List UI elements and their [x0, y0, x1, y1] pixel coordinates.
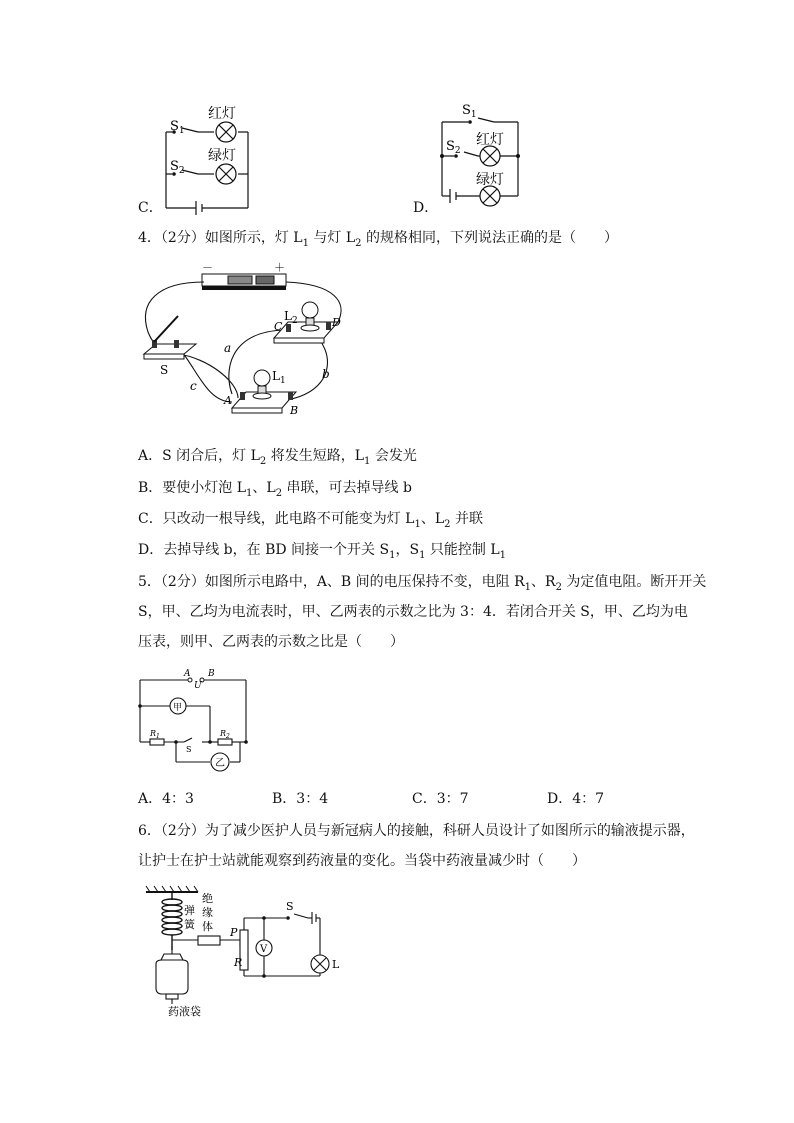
q4-wire-c: c: [190, 379, 197, 393]
q5-option-b: B．3：4: [272, 791, 329, 807]
q5-r1-label: $R_1$: [150, 729, 160, 740]
d-red-lamp-label: 红灯: [476, 132, 504, 148]
d-s1-label: $S_1$: [462, 103, 477, 120]
q4-circuit-drawing: [138, 262, 358, 422]
spring-char-2: 簧: [184, 918, 195, 931]
q6-voltmeter-v: V: [260, 944, 268, 955]
q4-terminal-c: C: [274, 320, 283, 333]
q5-r2-label: $R_2$: [220, 729, 230, 740]
c-red-lamp-label: 红灯: [208, 106, 236, 122]
q5-meter-yi: 乙: [215, 758, 225, 769]
q6-infusion-circuit-drawing: [144, 884, 350, 1018]
q4-terminal-d: D: [332, 316, 341, 329]
q5-stem-line3: 压表，则甲、乙两表的示数之比是（ ）: [138, 634, 404, 650]
battery-minus: －: [202, 262, 213, 274]
insulator-char-3: 体: [202, 920, 213, 933]
q6-lamp-l: L: [332, 958, 340, 971]
q6-resistor-r: R: [234, 956, 243, 969]
insulator-char-1: 绝: [202, 892, 213, 905]
q4-switch-label: S: [160, 363, 169, 377]
circuit-d-diagram: [436, 98, 556, 212]
q4-stem: 4．（2分）如图所示，灯 $L_1$ 与灯 $L_2$ 的规格相同，下列说法正确的是（ ）: [138, 230, 618, 249]
c-s1-label: $S_1$: [170, 119, 185, 136]
q4-terminal-b: B: [290, 404, 299, 417]
q4-wire-b: b: [322, 367, 330, 381]
c-s2-label: $S_2$: [170, 159, 185, 176]
option-d-label: D．: [413, 200, 439, 216]
option-c-label: C．: [138, 200, 163, 216]
q4-figure: [138, 262, 358, 422]
insulator-char-2: 缘: [202, 906, 213, 919]
q4-terminal-a: A: [224, 394, 232, 407]
q5-voltage-u: U: [194, 681, 202, 691]
q5-option-c: C．3：7: [412, 791, 469, 807]
q4-l1-label: $L_1$: [272, 369, 286, 386]
q6-stem-line1: 6．（2分）为了减少医护人员与新冠病人的接触，科研人员设计了如图所示的输液提示器，: [138, 823, 695, 839]
q6-stem-line2: 让护士在护士站就能观察到药液量的变化。当袋中药液量减少时（ ）: [138, 853, 586, 869]
q4-option-b: B．要使小灯泡 $L_1$、$L_2$ 串联，可去掉导线 b: [138, 480, 412, 499]
q5-option-a: A．4：3: [138, 791, 194, 807]
d-green-lamp-label: 绿灯: [476, 172, 504, 188]
battery-plus: ＋: [274, 262, 285, 274]
q5-circuit-diagram: [136, 664, 252, 778]
figure-option-d: [436, 98, 556, 212]
q5-terminal-a: A: [184, 669, 191, 679]
q5-meter-jia: 甲: [173, 703, 183, 713]
q5-stem-line2: S，甲、乙均为电流表时，甲、乙两表的示数之比为 3：4．若闭合开关 S，甲、乙均为电: [138, 604, 688, 620]
q5-figure: [136, 664, 252, 778]
d-s2-label: $S_2$: [446, 139, 461, 156]
q4-option-d: D．去掉导线 b，在 BD 间接一个开关 $S_1$，$S_1$ 只能控制 $L_1$: [138, 542, 507, 561]
q5-stem-line1: 5．（2分）如图所示电路中，A、B 间的电压保持不变，电阻 $R_1$、$R_2$ 为定值电阻。断开开关: [138, 574, 707, 593]
q4-option-a: A．S 闭合后，灯 $L_2$ 将发生短路，$L_1$ 会发光: [138, 448, 417, 467]
q6-figure: [144, 884, 350, 1018]
spring-char-1: 弹: [184, 904, 195, 917]
q5-switch-label: S: [186, 745, 192, 754]
q5-terminal-b: B: [208, 669, 215, 679]
c-green-lamp-label: 绿灯: [208, 148, 236, 164]
q6-slider-p: P: [230, 926, 238, 939]
q6-bag-label: 药液袋: [168, 1005, 201, 1018]
q4-option-c: C．只改动一根导线，此电路不可能变为灯 $L_1$、$L_2$ 并联: [138, 511, 483, 530]
q4-wire-a: a: [224, 341, 232, 355]
q6-switch-s: S: [286, 900, 294, 913]
q4-l2-label: $L_2$: [284, 309, 298, 326]
q5-option-d: D．4：7: [547, 791, 605, 807]
